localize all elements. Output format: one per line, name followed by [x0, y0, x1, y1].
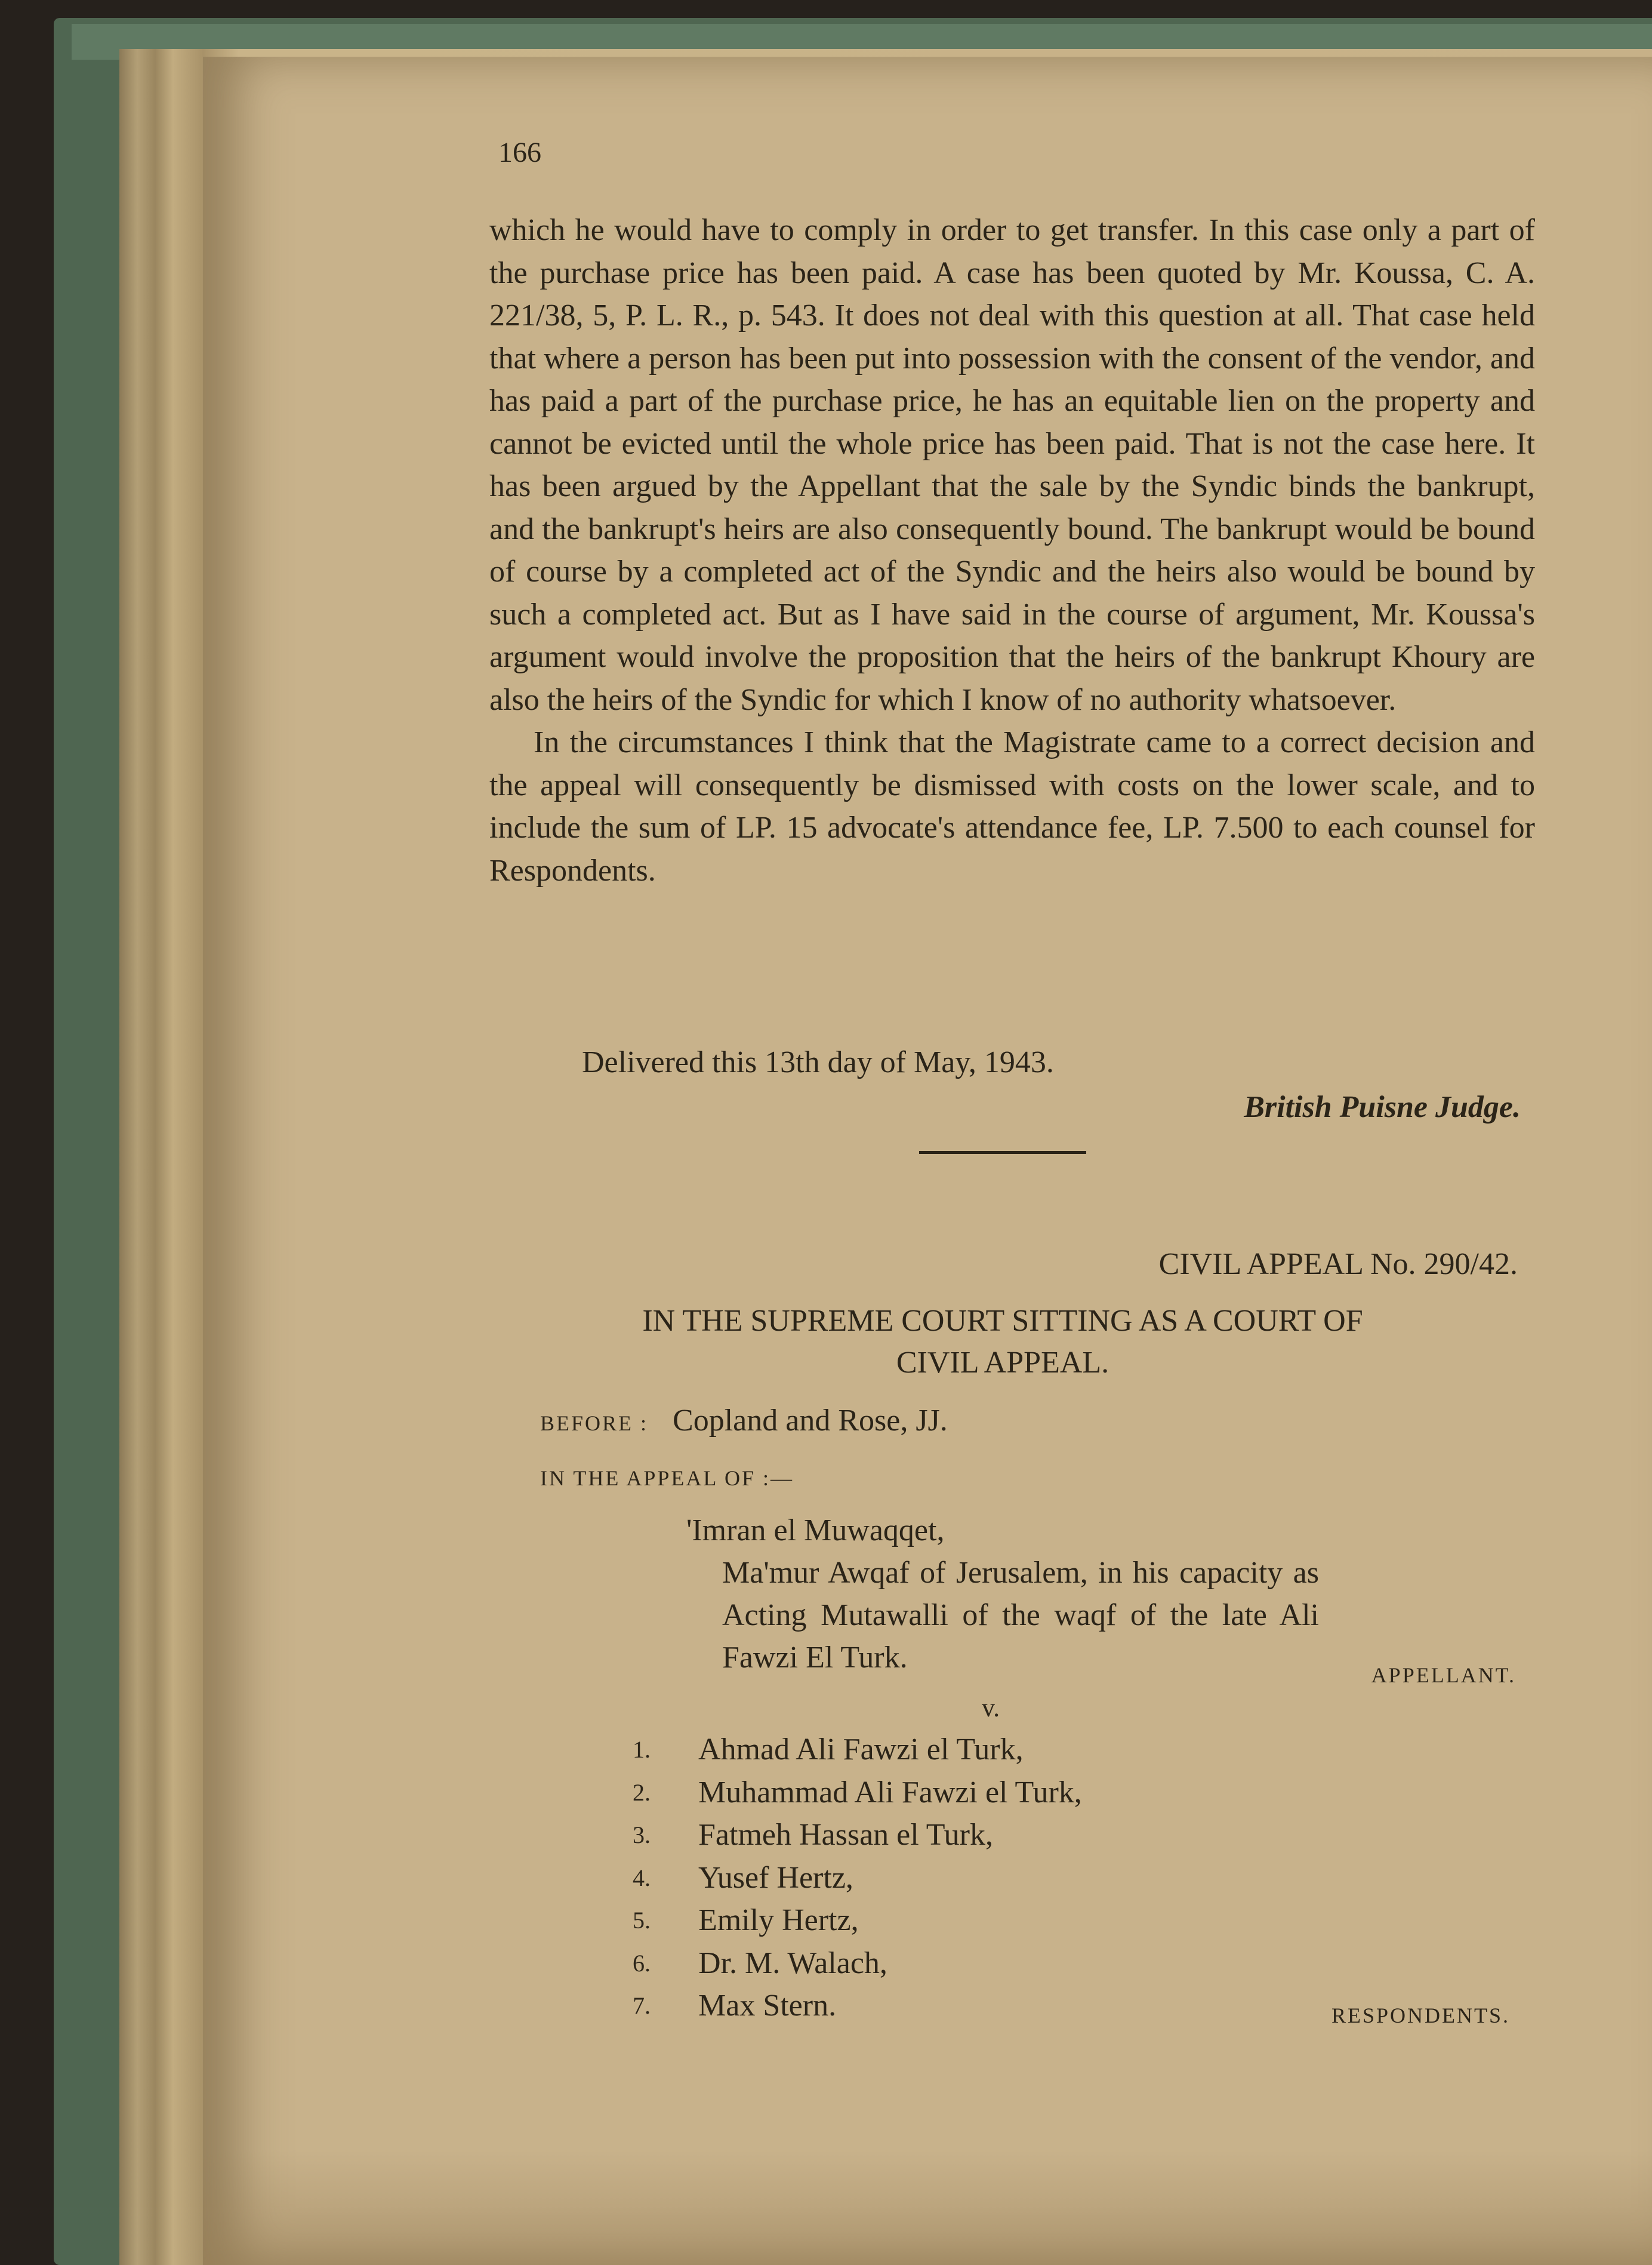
section-divider	[919, 1151, 1086, 1154]
case-number: CIVIL APPEAL No. 290/42.	[1158, 1247, 1518, 1281]
respondent-name: Dr. M. Walach,	[698, 1946, 887, 1980]
list-item	[633, 1771, 1082, 1814]
list-number: 4.	[633, 1864, 651, 1891]
list-number: 6.	[633, 1949, 651, 1977]
in-appeal-label: IN THE APPEAL OF :—	[540, 1466, 794, 1490]
list-number: 1.	[633, 1736, 651, 1763]
respondents-role-label: RESPONDENTS.	[1331, 2004, 1510, 2027]
list-item	[633, 1984, 1082, 2027]
list-item	[633, 1814, 1082, 1857]
court-heading-line: IN THE SUPREME COURT SITTING AS A COURT OF	[642, 1304, 1363, 1338]
paragraph: which he would have to comply in order to get transfer. In this case only a part of the purchase price has been paid. A case has been quoted by Mr. Koussa, C. A. 221/38, 5, P. L. R., p. 543. It does not deal with this question at all. That case held that where a person has been put into possession with the consent of the vendor, and has paid a part of the purchase price, he has an equitable lien on the property and cannot be evicted until the whole price has been paid. That is not the case here. It has been argued by the Appellant that the sale by the Syndic binds the bankrupt, and the bankrupt's heirs are also consequently bound. The bankrupt would be bound of course by a completed act of the Syndic and the heirs also would be bound by such a completed act. But as I have said in the course of argument, Mr. Koussa's argument would involve the proposition that the heirs of the bankrupt Khoury are also the heirs of the Syndic for which I know of no authority whatsoever.	[489, 213, 1535, 717]
appellant-description: Ma'mur Awqaf of Jerusalem, in his capacity as Acting Mutawalli of the waqf of the late Ali Fawzi El Turk.	[722, 1556, 1319, 1675]
appellant-role-label: APPELLANT.	[1371, 1663, 1516, 1687]
paragraph: In the circumstances I think that the Magistrate came to a correct decision and the appeal will consequently be dismissed with costs on the lower scale, and to include the sum of LP. 15 advocate's attendance fee, LP. 7.500 to each counsel for Respondents.	[489, 725, 1535, 888]
bench-line	[540, 1403, 948, 1438]
court-heading-line: CIVIL APPEAL.	[896, 1346, 1109, 1380]
list-item	[633, 1728, 1082, 1771]
list-item	[633, 1857, 1082, 1900]
list-number: 5.	[633, 1907, 651, 1934]
list-item	[633, 1942, 1082, 1985]
respondent-name: Max Stern.	[698, 1989, 837, 2023]
list-number: 3.	[633, 1821, 651, 1848]
appellant-block	[686, 1509, 1319, 1679]
page-number: 166	[498, 137, 541, 168]
appellant-name: 'Imran el Muwaqqet,	[686, 1513, 945, 1547]
respondent-name: Ahmad Ali Fawzi el Turk,	[698, 1732, 1024, 1767]
list-number: 7.	[633, 1992, 651, 2019]
respondents-list	[633, 1728, 1082, 2027]
judge-signature: British Puisne Judge.	[1244, 1090, 1521, 1124]
judges-names: Copland and Rose, JJ.	[673, 1404, 948, 1438]
versus-label: v.	[982, 1693, 1000, 1722]
respondent-name: Yusef Hertz,	[698, 1860, 853, 1895]
respondent-name: Muhammad Ali Fawzi el Turk,	[698, 1775, 1082, 1809]
court-heading	[525, 1300, 1480, 1384]
before-label: BEFORE :	[540, 1411, 649, 1435]
list-number: 2.	[633, 1778, 651, 1806]
list-item	[633, 1899, 1082, 1942]
respondent-name: Fatmeh Hassan el Turk,	[698, 1818, 993, 1852]
respondent-name: Emily Hertz,	[698, 1903, 859, 1937]
judgment-text	[489, 209, 1535, 892]
delivered-date-line: Delivered this 13th day of May, 1943.	[582, 1045, 1054, 1079]
